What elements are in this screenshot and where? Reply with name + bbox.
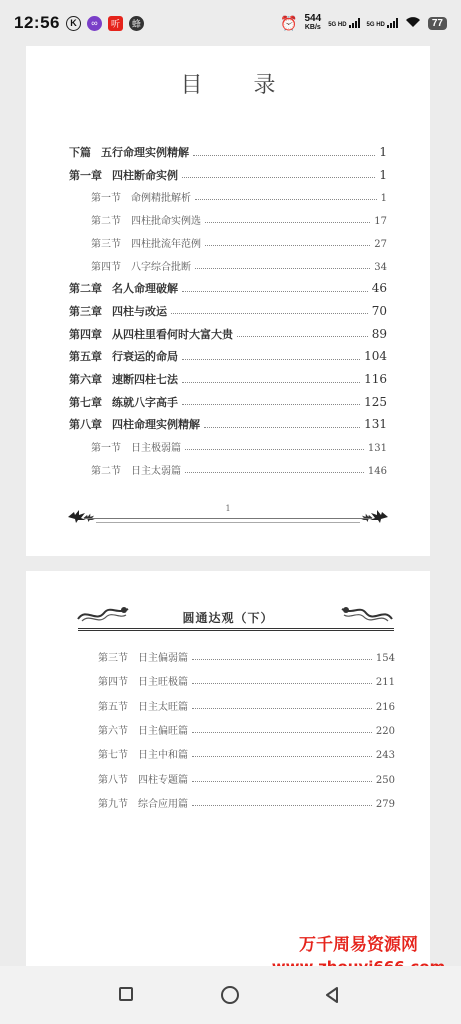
toc-entry-number: 第六章 [69,373,102,386]
toc-entry-number: 第三节 [98,653,128,664]
toc-entry-title: 行衰运的命局 [112,350,178,364]
toc-entry [98,771,395,786]
toc-entry-number: 第四节 [98,677,128,689]
toc-entry-number: 第九节 [98,798,128,810]
recent-apps-button[interactable] [119,987,133,1001]
toc-entry-title: 五行命理实例精解 [101,146,189,159]
toc-entry [91,258,387,273]
toc-entry-number: 第一节 [91,443,121,455]
toc-entry [91,235,387,250]
toc-entry-number: 第四节 [91,261,121,273]
toc-entry-label [98,673,190,688]
signal-bars-icon [387,18,398,28]
leader-dots [204,427,360,428]
toc-entry [69,394,387,410]
back-button[interactable] [325,987,339,1003]
k-circle-icon: K [66,16,81,31]
toc-entry-title: 速断四柱七法 [112,373,178,386]
toc-entry [98,746,395,761]
toc-entry-label [98,795,190,810]
battery-indicator: 77 [428,17,447,30]
sim2-signal [367,18,398,28]
toc-entry [69,167,387,183]
toc-entry-label [91,212,203,227]
status-bar [0,0,461,46]
leader-dots [237,336,368,337]
alarm-icon: ⏰ [280,14,298,31]
bee-icon: 蜂 [129,16,144,31]
toc-entry-title: 日主极弱篇 [131,443,181,455]
toc-entry-number: 第三节 [91,238,121,250]
footer-rule [84,518,372,519]
wifi-icon [405,16,421,30]
toc-entry [69,416,387,432]
toc-entry-title: 从四柱里看何时大富大贵 [112,327,233,341]
toc-entry-label [69,394,180,410]
leader-dots [185,472,364,473]
document-page-2 [26,571,430,966]
toc-entry-title: 日主太弱篇 [131,465,181,477]
leader-dots [193,155,375,156]
leader-dots [192,683,372,684]
running-header: 圆通达观（下） [182,611,274,625]
toc-entry-page: 104 [364,349,387,364]
toc-entry-page: 1 [380,193,387,205]
toc-entry-label [69,144,191,160]
sim1-signal [328,18,359,28]
toc-entry [69,348,387,364]
page-title: 目 录 [180,73,298,98]
news-icon: 听 [108,16,123,31]
toc-entry [98,673,395,688]
toc-entry-page: 1 [379,145,387,159]
toc-entry-label [91,235,203,250]
toc-entry-number: 第八章 [69,418,102,432]
toc-entry [69,303,387,319]
toc-entry-page: 279 [375,798,395,810]
toc-entry-number: 第六节 [98,725,128,737]
toc-entry-label [69,416,202,432]
sim1-label: 5G HD [328,22,347,28]
leader-dots [182,404,360,405]
toc-entry-label [91,258,193,273]
leader-dots [171,313,368,314]
toc-entry-title: 八字综合批断 [131,261,191,273]
toc-entry-number: 第二章 [69,282,102,296]
leader-dots [195,268,370,269]
toc-entry-number: 第八节 [98,774,128,786]
toc-entry-label [91,189,193,204]
toc-entry-label [98,722,190,737]
toc-entry-page: 131 [367,443,387,455]
toc-entry-number: 第五章 [69,350,102,364]
toc-entry-page: 27 [374,238,387,250]
toc-entry-number: 下篇 [69,146,91,159]
toc-entry-number: 第二节 [91,465,121,477]
leader-dots [192,805,372,806]
toc-entry [91,462,387,477]
toc-entry-title: 四柱批命实例选 [131,216,201,228]
toc-entry-title: 四柱断命实例 [112,168,178,182]
toc-entry-title: 名人命理破解 [112,282,178,296]
signal-bars-icon [349,18,360,28]
toc-entry [91,189,387,204]
toc-entry-page: 211 [375,677,395,689]
toc-entry [69,144,387,160]
toc-entry-label [69,303,169,319]
toc-entry-label [69,326,235,342]
leader-dots [182,359,360,360]
toc-entry-title: 四柱与改运 [112,304,167,318]
toc-entry-page: 70 [371,303,387,318]
toc-entry-title: 四柱批流年范例 [131,238,201,250]
leader-dots [192,756,372,757]
page-number: 1 [225,504,231,513]
toc-entry [98,649,395,664]
speed-value: 544 [304,13,322,24]
toc-entry-page: 17 [374,216,387,228]
toc-entry [69,280,387,296]
toc-entry [98,795,395,810]
toc-entry-page: 220 [375,725,395,737]
toc-entry-label [69,371,180,387]
toc-entry-title: 综合应用篇 [138,798,188,810]
toc-entry-number: 第七节 [98,750,128,762]
toc-entry-page: 250 [375,774,395,786]
leader-dots [192,708,372,709]
toc-entry [91,212,387,227]
toc-entry-label [91,439,183,454]
home-button[interactable] [221,986,239,1004]
speed-unit: KB/s [304,24,321,31]
toc-entry-label [91,462,183,477]
toc-entry-label [69,280,180,296]
toc-entry-page: 131 [364,417,387,432]
toc-entry-page: 1 [379,167,387,182]
toc-entry-number: 第一节 [91,193,121,205]
leader-dots [205,222,370,223]
network-speed [305,14,322,32]
toc-entry-title: 日主太旺篇 [138,701,188,713]
toc-entry-page: 216 [375,701,395,713]
toc-entry-label [98,649,190,664]
leader-dots [182,177,375,178]
leader-dots [182,291,368,292]
toc-entry [98,722,395,737]
toc-entry-page: 146 [367,465,387,477]
toc-entry-title: 日主偏旺篇 [138,725,188,737]
toc-entry-number: 第一章 [69,168,102,182]
document-page-1 [26,46,430,556]
toc-entry-title: 四柱专题篇 [138,774,188,786]
toc-entry [69,326,387,342]
sim2-label: 5G HD [366,22,385,28]
toc-entry-page: 34 [374,261,387,273]
toc-entry-page: 154 [375,653,395,664]
leader-dots [192,781,372,782]
toc-entry [91,439,387,454]
toc-entry-label [98,698,190,713]
infinity-icon: ∞ [87,16,102,31]
toc-entry-title: 四柱命理实例精解 [112,418,200,432]
leader-dots [205,245,370,246]
toc-entry-page: 46 [371,281,387,296]
toc-entry-title: 日主旺极篇 [138,677,188,689]
toc-entry-page: 116 [364,372,387,386]
leader-dots [185,449,364,450]
toc-entry-number: 第三章 [69,304,102,318]
leader-dots [182,382,360,383]
toc-entry-page: 89 [371,326,387,341]
leader-dots [192,659,372,660]
navigation-bar [0,966,461,1024]
toc-entry-label [98,771,190,786]
watermark-line: 万千周易资源网 [299,935,418,955]
leader-dots [195,199,377,200]
toc-entry-title: 命例精批解析 [131,193,191,205]
toc-entry-title: 日主中和篇 [138,750,188,762]
toc-entry-title: 日主偏弱篇 [138,653,188,664]
toc-entry-number: 第四章 [69,327,102,341]
leader-dots [192,732,372,733]
toc-entry [98,698,395,713]
toc-entry [69,371,387,387]
status-time: 12:56 [14,13,60,32]
toc-entry-page: 243 [375,750,395,762]
toc-entry-page: 125 [364,394,387,409]
footer-rule [96,522,360,523]
toc-entry-title: 练就八字高手 [112,395,178,409]
toc-entry-label [98,746,190,761]
toc-entry-number: 第二节 [91,216,121,228]
toc-entry-label [69,348,180,364]
toc-entry-number: 第七章 [69,395,102,409]
toc-entry-label [69,167,180,183]
toc-entry-number: 第五节 [98,701,128,713]
